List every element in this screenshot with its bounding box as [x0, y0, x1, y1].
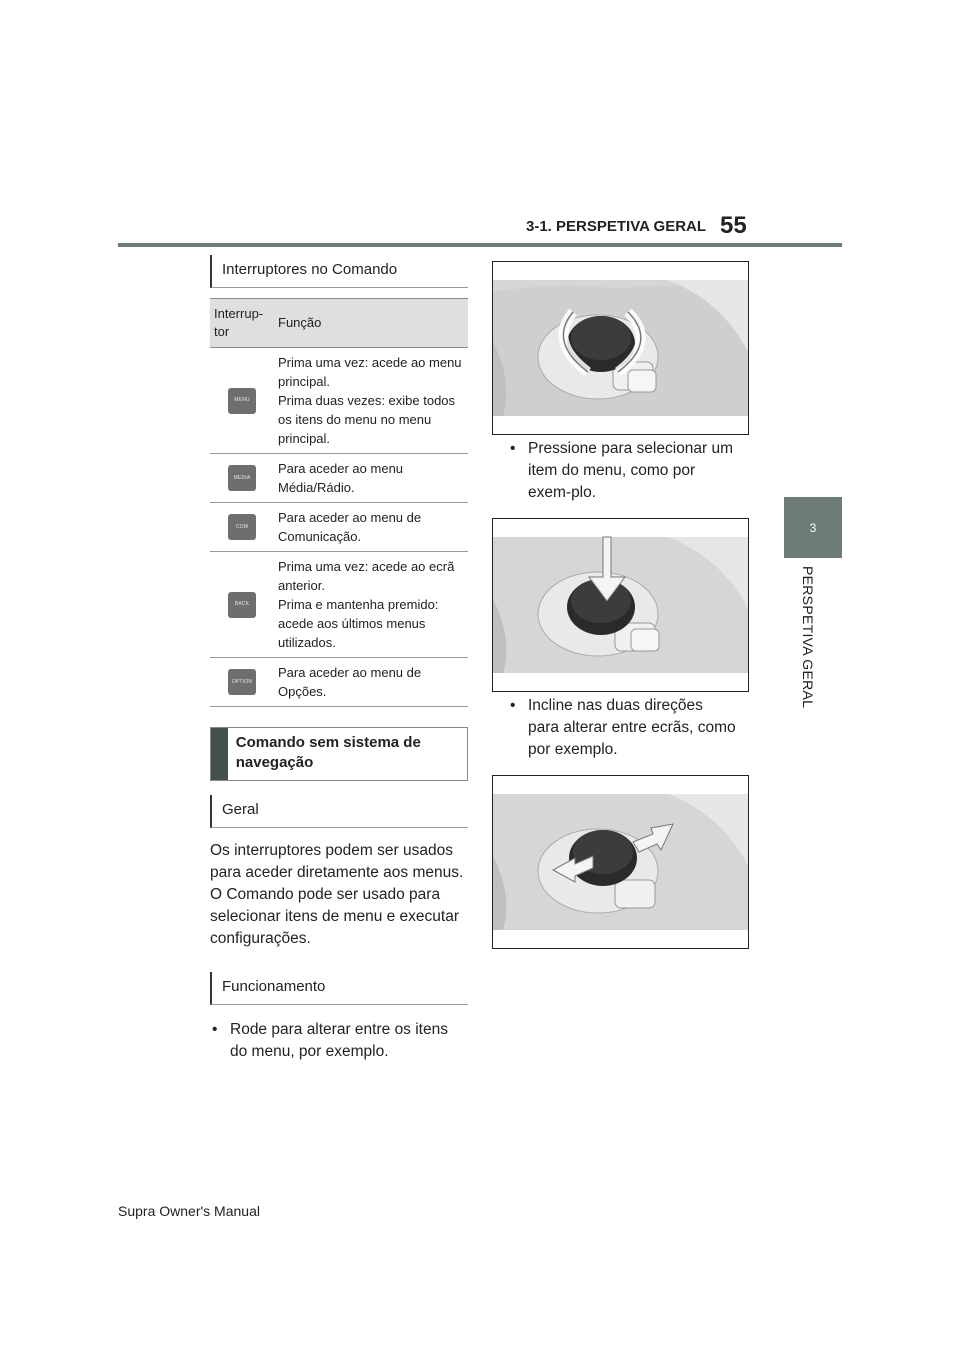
chapter-tab: 3 — [784, 497, 842, 558]
bullet-press-text: Pressione para selecionar um item do menu, como por exem-plo. — [528, 440, 734, 501]
table-row — [210, 503, 468, 552]
controller-rotate-image — [492, 261, 749, 435]
general-paragraph: Os interruptores podem ser usados para aceder diretamente aos menus. O Comando pode ser usado para selecionar itens de menu e executar configurações. — [210, 842, 464, 947]
header-switch: Interrup- tor — [210, 299, 274, 348]
section-title: 3-1. PERSPETIVA GERAL — [526, 218, 707, 235]
page-number: 55 — [720, 212, 747, 239]
com-button-icon: COM — [228, 514, 256, 540]
footer-manual-name: Supra Owner's Manual — [118, 1203, 260, 1219]
switches-table — [210, 298, 468, 707]
row-function-text: Para aceder ao menu Média/Rádio. — [274, 454, 468, 503]
table-header-row — [210, 299, 468, 348]
header-rule — [118, 243, 842, 247]
row-function-text: Para aceder ao menu de Comunicação. — [274, 503, 468, 552]
heading-bar — [211, 728, 228, 780]
general-heading: Geral — [210, 795, 468, 828]
chapter-side-label-text: PERSPETIVA GERAL — [800, 566, 816, 709]
table-row — [210, 552, 468, 658]
bullet-rotate — [210, 1019, 468, 1063]
operation-heading: Funcionamento — [210, 972, 468, 1005]
menu-button-icon: MENU — [228, 388, 256, 414]
section-heading — [210, 727, 468, 781]
row-function-text: Prima uma vez: acede ao menu principal. Prima duas vezes: exibe todos os itens do menu no menu principal. — [274, 348, 468, 454]
bullet-symbol: • — [212, 1021, 218, 1038]
bullet-rotate-text: Rode para alterar entre os itens do menu, por exemplo. — [230, 1021, 448, 1060]
section-heading-text: Comando sem sistema de navegação — [235, 734, 421, 771]
media-button-icon: MEDIA — [228, 465, 256, 491]
header-function: Função — [274, 299, 468, 348]
left-column — [210, 255, 468, 1063]
chapter-side-label — [798, 566, 818, 726]
table-row — [210, 658, 468, 707]
table-row — [210, 454, 468, 503]
row-function-text: Prima uma vez: acede ao ecrã anterior. Prima e mantenha premido: acede aos últimos menus utilizados. — [274, 552, 468, 658]
switches-heading: Interruptores no Comando — [210, 255, 468, 288]
option-button-icon: OPTION — [228, 669, 256, 695]
bullet-symbol: • — [510, 440, 516, 457]
bullet-press — [508, 438, 738, 504]
controller-press-image — [492, 518, 749, 692]
bullet-tilt — [508, 695, 738, 761]
table-row — [210, 348, 468, 454]
back-button-icon: BACK — [228, 592, 256, 618]
bullet-tilt-text: Incline nas duas direções para alterar entre ecrãs, como por exemplo. — [528, 697, 736, 758]
row-function-text: Para aceder ao menu de Opções. — [274, 658, 468, 707]
bullet-symbol: • — [510, 697, 516, 714]
controller-tilt-image — [492, 775, 749, 949]
